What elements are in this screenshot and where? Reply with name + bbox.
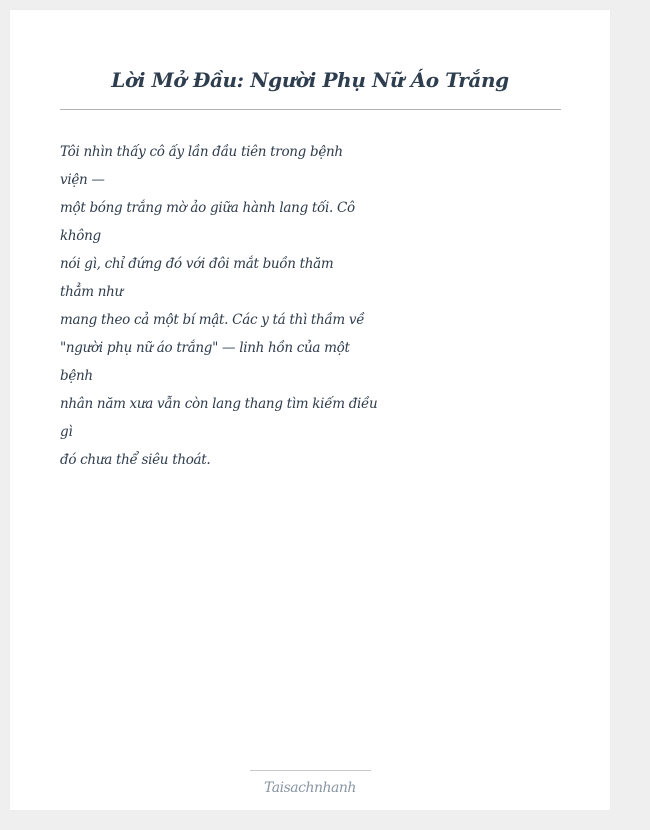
body-line: một bóng trắng mờ ảo giữa hành lang tối. Cô bbox=[60, 200, 355, 216]
body-line: viện — bbox=[60, 172, 105, 188]
document-page bbox=[10, 10, 610, 810]
footer-divider bbox=[250, 770, 371, 771]
body-line: thẳm như bbox=[60, 284, 123, 300]
body-text bbox=[60, 138, 378, 474]
title-divider bbox=[60, 109, 561, 110]
body-line: không bbox=[60, 228, 101, 244]
body-line: bệnh bbox=[60, 368, 93, 384]
body-line: mang theo cả một bí mật. Các y tá thì thầm về bbox=[60, 312, 365, 328]
body-line: đó chưa thể siêu thoát. bbox=[60, 452, 211, 468]
body-line: Tôi nhìn thấy cô ấy lần đầu tiên trong bệnh bbox=[60, 144, 343, 160]
body-line: nói gì, chỉ đứng đó với đôi mắt buồn thăm bbox=[60, 256, 334, 272]
body-line: "người phụ nữ áo trắng" — linh hồn của một bbox=[60, 340, 350, 356]
body-line: nhân năm xưa vẫn còn lang thang tìm kiếm điều bbox=[60, 396, 378, 412]
footer-brand: Taisachnhanh bbox=[264, 780, 356, 796]
body-line: gì bbox=[60, 424, 73, 440]
chapter-title: Lời Mở Đầu: Người Phụ Nữ Áo Trắng bbox=[111, 68, 509, 92]
